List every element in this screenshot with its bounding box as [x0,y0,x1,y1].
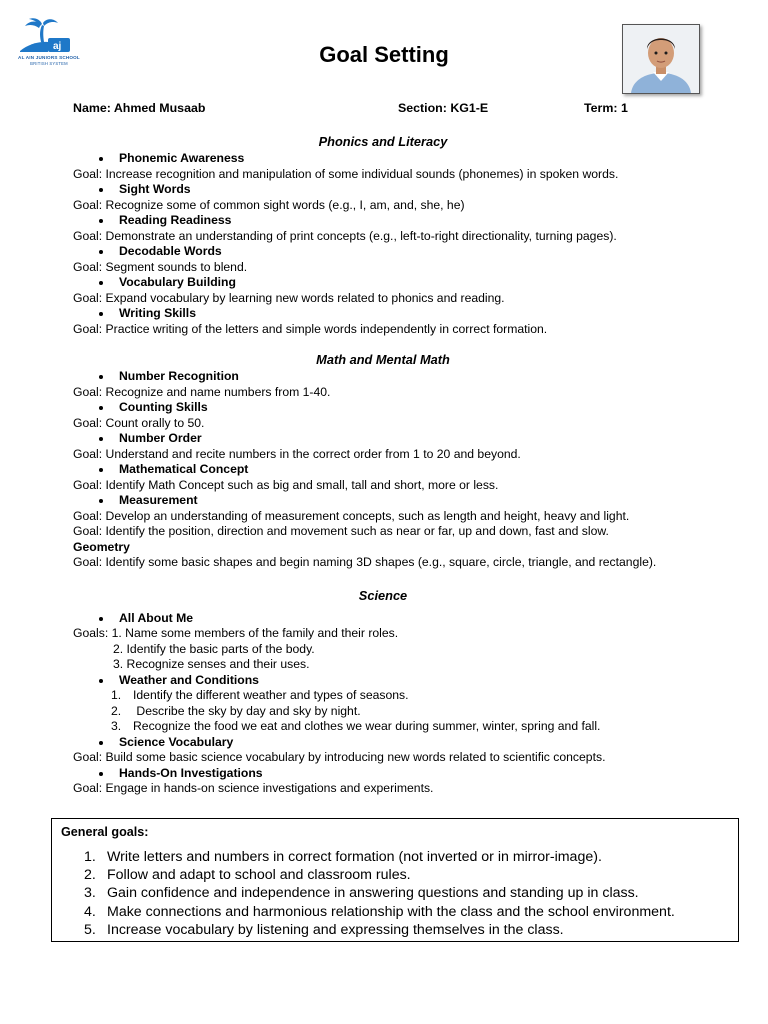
weather-goal-text: Identify the different weather and types of seasons. [133,688,409,702]
geometry-head: Geometry [73,539,130,554]
phonics-item-goal: Goal: Segment sounds to blend. [73,259,248,274]
general-goal-item [72,866,732,884]
phonics-item-head: Phonemic Awareness [73,151,713,167]
weather-goal-number: 2. [111,703,122,718]
weather-goal-text: Recognize the food we eat and clothes we wear during summer, winter, spring and fall. [133,719,601,733]
math-item-head: Mathematical Concept [73,462,713,478]
section-title-math: Math and Mental Math [316,352,450,367]
math-item-head: Number Recognition [73,369,713,385]
general-goal-text: Increase vocabulary by listening and expressing themselves in the class. [107,921,564,938]
phonics-item-goal: Goal: Increase recognition and manipulation of some individual sounds (phonemes) in spoken words. [73,166,619,181]
general-goal-text: Make connections and harmonious relationship with the class and the school environment. [107,903,675,920]
general-goal-item [72,921,732,939]
student-portrait-icon [623,25,699,93]
student-photo [622,24,700,94]
phonics-list [73,151,713,337]
page-title: Goal Setting [319,42,449,67]
phonics-item-goal: Goal: Demonstrate an understanding of print concepts (e.g., left-to-right directionality, turning pages). [73,228,617,243]
general-goal-item [72,903,732,921]
math-item-goal: Goal: Understand and recite numbers in the correct order from 1 to 20 and beyond. [73,446,521,461]
math-item-goal: Goal: Count orally to 50. [73,415,205,430]
math-item-goal: Goal: Recognize and name numbers from 1-40. [73,384,331,399]
science-item-head: Science Vocabulary [73,735,713,751]
general-goal-number: 2. [84,867,96,884]
general-goal-number: 3. [84,885,96,902]
math-item-head: Counting Skills [73,400,713,416]
science-goal-line: Goals: 1. Name some members of the family and their roles. [73,626,399,640]
science-goal-line: 2. Identify the basic parts of the body. [113,641,315,656]
science-item-head: Weather and Conditions [73,673,713,689]
phonics-item-goal: Goal: Expand vocabulary by learning new words related to phonics and reading. [73,290,505,305]
general-goal-item [72,884,732,902]
general-goal-text: Gain confidence and independence in answering questions and standing up in class. [107,885,639,902]
weather-goal-item [73,688,713,704]
general-goals-box [51,818,739,942]
math-item-head: Measurement [73,493,713,509]
weather-goal-text: Describe the sky by day and sky by night. [133,703,361,718]
weather-goal-item [73,704,713,720]
science-goal-line: 3. Recognize senses and their uses. [113,657,310,671]
curriculum-goals [73,133,713,797]
science-item-head: All About Me [73,611,713,627]
general-goal-text: Write letters and numbers in correct formation (not inverted or in mirror-image). [107,849,602,865]
phonics-item-head: Vocabulary Building [73,275,713,291]
general-goal-item [72,848,732,866]
phonics-item-goal: Goal: Practice writing of the letters and simple words independently in correct formation. [73,321,548,336]
math-item-goal: Goal: Identify Math Concept such as big and small, tall and short, more or less. [73,477,499,492]
logo-system-name: BRITISH SYSTEM [30,61,68,66]
weather-goal-item [73,719,713,735]
student-name: Name: Ahmed Musaab [73,101,206,115]
geometry-goal: Goal: Identify some basic shapes and begin naming 3D shapes (e.g., square, circle, triangle, and rectangle). [73,555,657,569]
term-label: Term: 1 [584,101,628,115]
phonics-item-head: Writing Skills [73,306,713,322]
logo-school-name: AL AIN JUNIORS SCHOOL [18,55,80,60]
section-title-phonics: Phonics and Literacy [318,134,448,149]
phonics-item-head: Reading Readiness [73,213,713,229]
science-item-head: Hands-On Investigations [73,766,713,782]
general-goal-number: 5. [84,921,96,938]
general-goal-text: Follow and adapt to school and classroom rules. [107,867,411,884]
phonics-item-head: Sight Words [73,182,713,198]
general-goal-number: 4. [84,903,96,920]
section-label: Section: KG1-E [398,101,489,115]
phonics-item-goal: Goal: Recognize some of common sight words (e.g., I, am, and, she, he) [73,197,465,212]
phonics-item-head: Decodable Words [73,244,713,260]
svg-text:aj: aj [53,41,62,52]
math-item-head: Number Order [73,431,713,447]
general-goals-list [72,848,732,939]
section-title-science: Science [358,587,408,603]
math-item-goal: Goal: Develop an understanding of measurement concepts, such as length and height, heavy and light. [73,508,630,523]
weather-goal-number: 3. [111,719,122,733]
science-item-goal: Goal: Build some basic science vocabulary by introducing new words related to scientific concepts. [73,750,606,764]
science-list [73,605,713,797]
math-extra-goal: Goal: Identify the position, direction and movement such as near or far, up and down, fast and slow. [73,524,609,538]
math-list [73,369,713,571]
science-item-goal: Goal: Engage in hands-on science investigations and experiments. [73,781,434,795]
general-goals-title: General goals: [61,825,149,839]
general-goal-number: 1. [84,849,96,865]
weather-goal-number: 1. [111,688,122,702]
